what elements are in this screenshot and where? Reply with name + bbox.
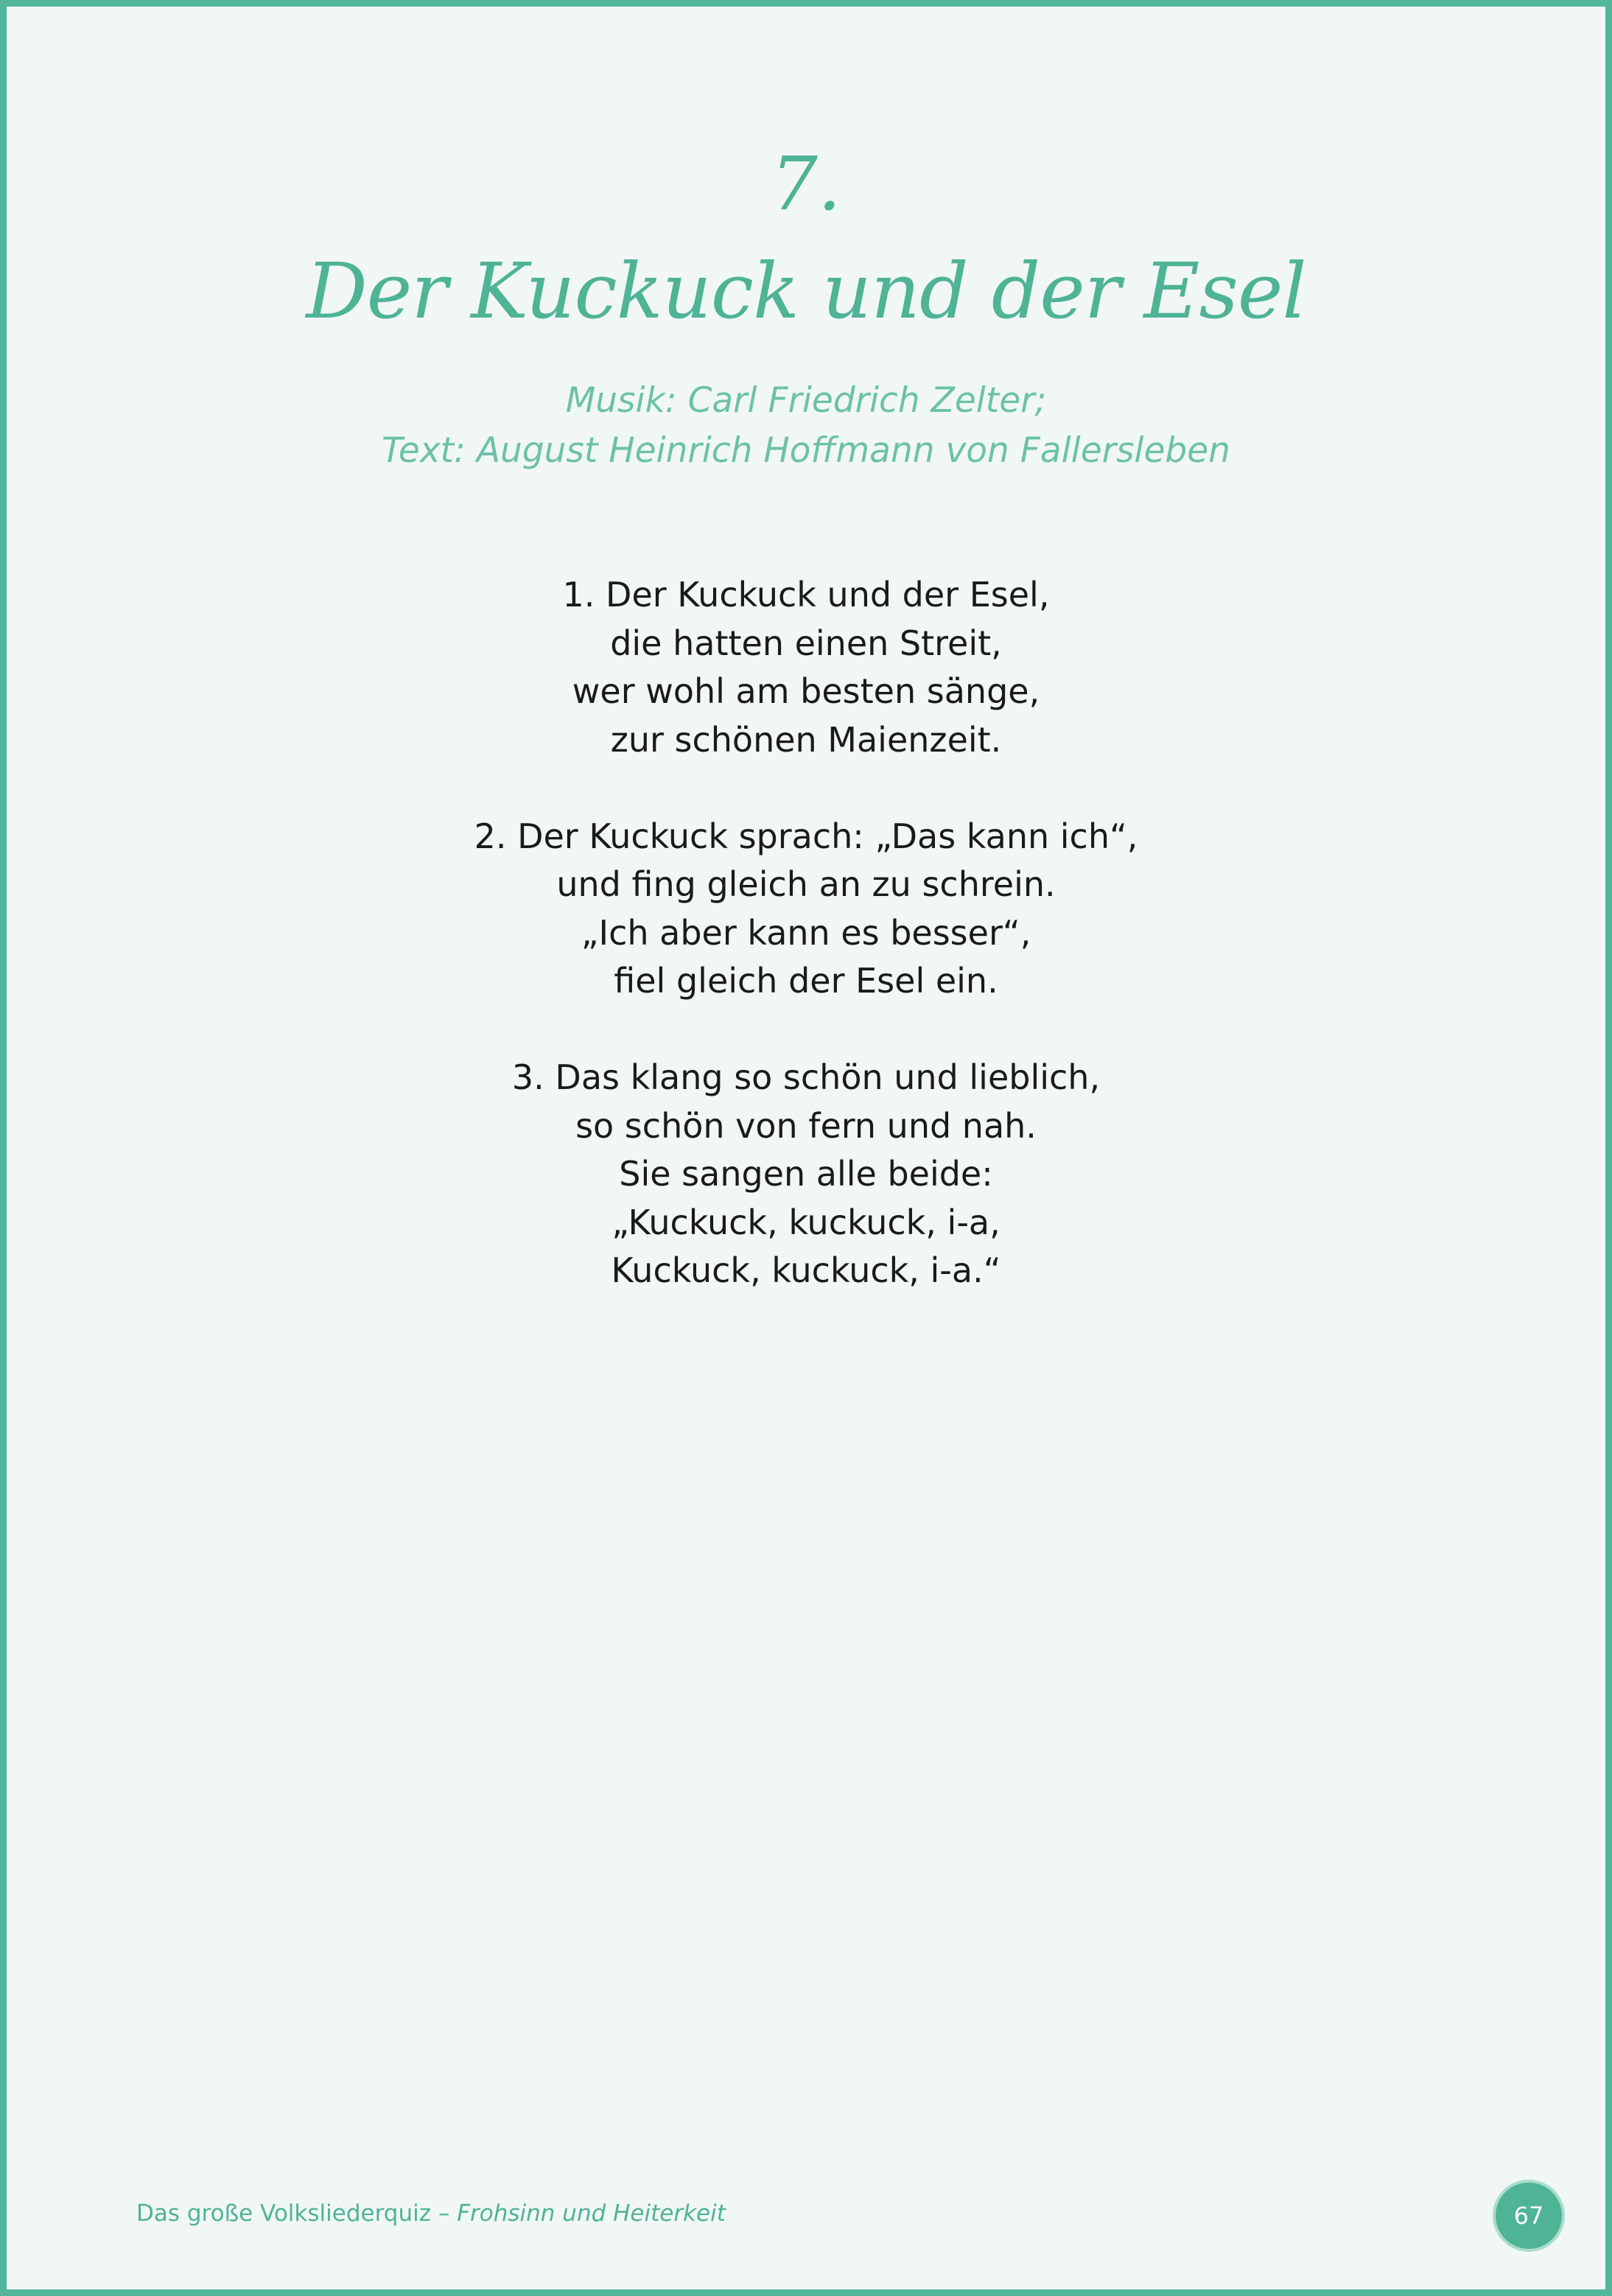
- verse-2: [0, 813, 1612, 1006]
- verse-line: 3. Das klang so schön und lieblich,: [511, 1057, 1101, 1097]
- verse-line: und fing gleich an zu schrein.: [556, 864, 1056, 904]
- music-credit: Musik: Carl Friedrich Zelter;: [565, 380, 1047, 421]
- verse-line: 2. Der Kuckuck sprach: „Das kann ich“,: [474, 816, 1138, 856]
- verse-line: fiel gleich der Esel ein.: [614, 961, 998, 1001]
- book-subtitle: Frohsinn und Heiterkeit: [457, 2200, 726, 2227]
- verse-line: 1. Der Kuckuck und der Esel,: [562, 575, 1050, 615]
- song-credits: [0, 376, 1612, 476]
- song-title: Der Kuckuck und der Esel: [306, 246, 1306, 336]
- lyrics: [0, 571, 1612, 1343]
- verse-line: zur schönen Maienzeit.: [610, 719, 1002, 760]
- verse-line: Sie sangen alle beide:: [619, 1154, 993, 1194]
- verse-line: „Ich aber kann es besser“,: [581, 912, 1031, 953]
- verse-1: [0, 571, 1612, 764]
- book-title: Das große Volksliederquiz –: [136, 2200, 458, 2227]
- verse-line: Kuckuck, kuckuck, i-a.“: [611, 1250, 1001, 1290]
- verse-line: wer wohl am besten sänge,: [572, 671, 1040, 711]
- verse-3: [0, 1054, 1612, 1295]
- verse-line: so schön von fern und nah.: [575, 1105, 1037, 1146]
- page-number-badge: 67: [1496, 2183, 1562, 2249]
- footer-book-title: [136, 2199, 726, 2228]
- verse-line: die hatten einen Streit,: [610, 623, 1002, 663]
- text-credit: Text: August Heinrich Hoffmann von Fallersleben: [382, 430, 1230, 471]
- song-number: 7.: [771, 141, 841, 227]
- verse-line: „Kuckuck, kuckuck, i-a,: [611, 1202, 1001, 1242]
